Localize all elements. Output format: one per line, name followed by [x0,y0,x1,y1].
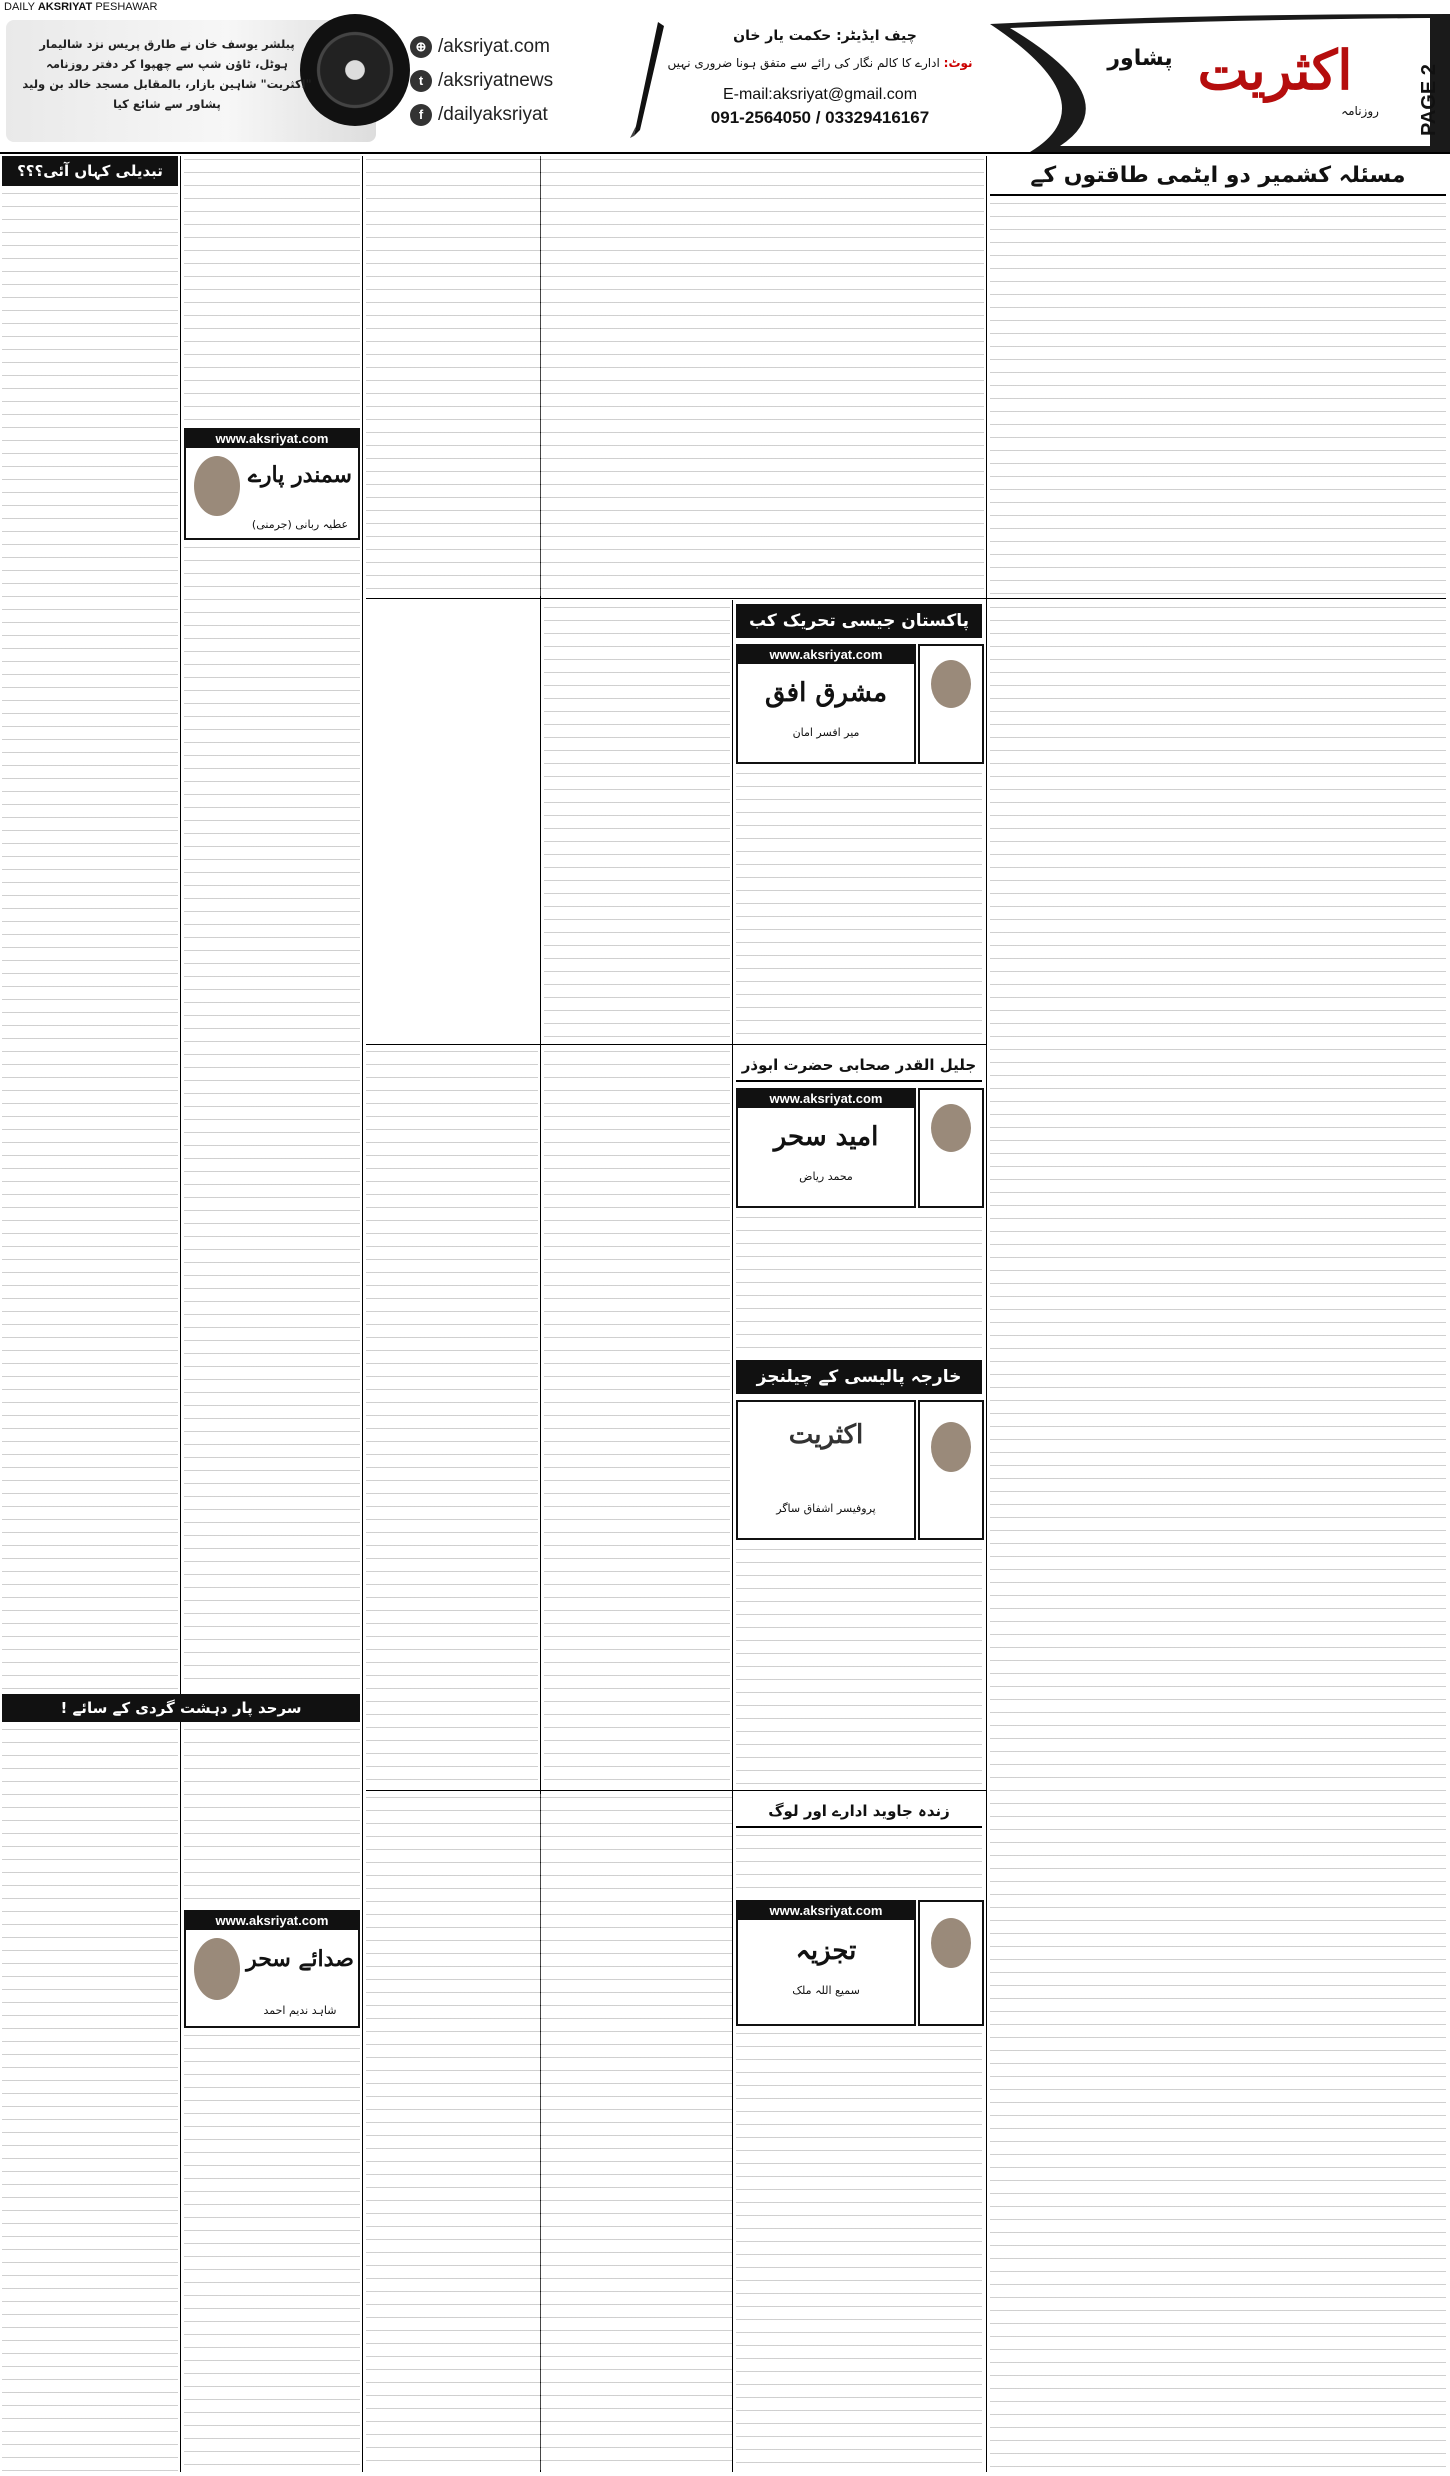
column2-body-continued [544,1048,730,1788]
logo-roznama: روزنامہ [1341,104,1379,118]
column-body [366,1048,538,1788]
facebook-icon: f [410,104,432,126]
column-divider [362,156,363,2472]
sidebar-url1[interactable]: www.aksriyat.com [186,430,358,448]
sidebar-column-name2: صدائے سحر [246,1946,354,1972]
sidebar-box2 [184,1910,360,2028]
author-photo [931,660,971,708]
column4-body-continued [736,2030,982,2470]
section-divider [366,1044,986,1045]
column2-body [736,1214,982,1354]
sidebar-headline1: تبدیلی کہاں آئی؟؟؟ [2,156,178,186]
author-photo [194,456,240,516]
column-divider [986,156,987,2472]
column4-url[interactable]: www.aksriyat.com [738,1902,914,1920]
logo: اکثریت [1197,38,1353,102]
column4-body [736,1832,982,1896]
chief-editor: چیف ایڈیٹر: حکمت یار خان [733,28,917,44]
column4-box [736,1900,916,2026]
column4-author: سمیع اللہ ملک [792,1984,860,1997]
email[interactable]: E-mail:aksriyat@gmail.com [722,86,918,103]
logo-city: پشاور [1107,46,1173,71]
column2-headline: جلیل القدر صحابی حضرت ابوذر [736,1048,982,1082]
social-links [410,30,640,140]
phone: 091-2564050 / 03329416167 [710,108,930,127]
article-body-right [990,604,1446,2472]
column1-photo [918,644,984,764]
column3-box [736,1400,916,1540]
sidebar-headline2: سرحد پار دہشت گردی کے سائے ! [2,1694,360,1722]
sidebar-author2: شاہد ندیم احمد [263,2004,337,2017]
top-line: DAILY AKSRIYAT PESHAWAR [4,1,158,13]
column1-box [736,644,916,764]
column2-box [736,1088,916,1208]
social-website[interactable]: ⊕ /aksriyat.com [410,30,640,64]
author-photo [931,1422,971,1472]
sidebar-body1-top [184,156,360,426]
column3-author: پروفیسر اشفاق ساگر [776,1502,876,1515]
column3-photo [918,1400,984,1540]
disclaimer-note: نوٹ: ادارے کا کالم نگار کی رائے سے متفق ہونا ضروری نہیں [667,56,973,70]
column-body [366,1794,732,2470]
editorial-headline: مسئلہ کشمیر دو ایٹمی طاقتوں کے [990,156,1446,196]
column1-author: میر افسر امان [792,726,860,739]
sidebar-body1-continued [184,544,360,1690]
sidebar-body1 [2,190,178,1690]
column4-photo [918,1900,984,2026]
editorial-body-continued [366,156,984,596]
publisher-note: پبلشر یوسف خان نے طارق پریس نزد شالیمار ہوٹل، ٹاؤن شپ سے چھپوا کر دفتر روزنامہ "اکثریت" شاہین بازار، بالمقابل مسجد خالد بن ولید پشاور سے شائع کیا [22,37,312,111]
section-divider [366,1790,986,1791]
column2-photo [918,1088,984,1208]
social-twitter[interactable]: t /aksriyatnews [410,64,640,98]
column1-body-continued [544,604,730,1040]
masthead-divider [0,152,1450,154]
sidebar-box1 [184,428,360,540]
author-photo [931,1104,971,1152]
column3-name: اکثریت [788,1420,864,1450]
column1-headline: پاکستان جیسی تحریک کب [736,604,982,638]
column-divider [180,156,181,2472]
sidebar-url2[interactable]: www.aksriyat.com [186,1912,358,1930]
column4-name: تجزیہ [795,1936,857,1966]
twitter-icon: t [410,70,432,92]
sidebar-body2-continued [184,2032,360,2472]
column3-headline: خارجہ پالیسی کے چیلنجز [736,1360,982,1394]
column-divider [732,600,733,2472]
column2-url[interactable]: www.aksriyat.com [738,1090,914,1108]
page-number: PAGE 2 [1418,64,1440,136]
social-facebook[interactable]: f /dailyaksriyat [410,98,640,132]
editorial-body [990,200,1446,600]
sidebar-author1: عطیہ ربانی (جرمنی) [251,518,349,531]
author-photo [194,1938,240,2000]
column1-url[interactable]: www.aksriyat.com [738,646,914,664]
cd-graphic [300,14,410,126]
author-photo [931,1918,971,1968]
column3-body [736,1546,982,1786]
section-divider [366,598,1446,599]
sidebar-body2-right [2,1726,178,2472]
column1-body [736,770,982,1040]
column4-headline: زندہ جاوید ادارے اور لوگ [736,1794,982,1828]
sidebar-column-name1: سمندر پارے [248,462,352,488]
sidebar-body2 [184,1726,360,1906]
column2-author: محمد ریاض [799,1170,853,1183]
globe-icon: ⊕ [410,36,432,58]
column1-name: مشرق افق [764,678,888,708]
column2-name: امید سحر [773,1122,879,1152]
